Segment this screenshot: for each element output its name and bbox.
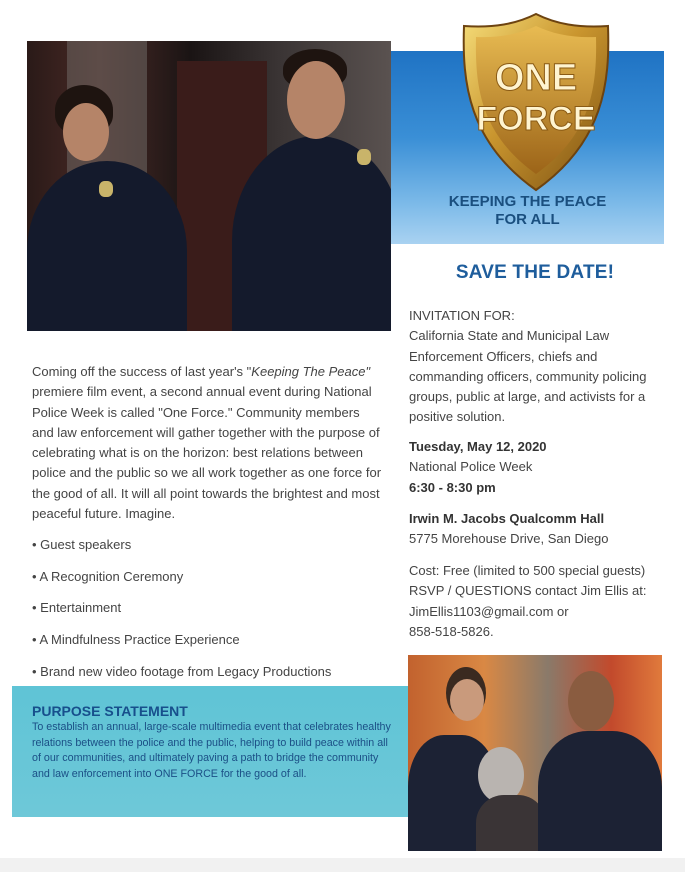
intro-film-title: Keeping The Peace" — [251, 364, 371, 379]
rsvp-line: RSVP / QUESTIONS contact Jim Ellis at: — [409, 583, 647, 599]
event-date: Tuesday, May 12, 2020 — [409, 439, 547, 454]
venue-address: 5775 Morehouse Drive, San Diego — [409, 531, 609, 547]
invitation-block — [409, 306, 669, 428]
venue-name: Irwin M. Jacobs Qualcomm Hall — [409, 511, 605, 526]
intro-text-rest: premiere film event, a second annual event during National Police Week is called "One Force." Community members and law enforcement will gather together with the purpose of celebrating what is on the horizon: best relations between police and the public so we all work together as one force for the good of all. It will all point towards the brightest and most peaceful future. Imagine. — [32, 384, 382, 522]
event-week: National Police Week — [409, 459, 533, 475]
intro-text-start: Coming off the success of last year's " — [32, 364, 252, 379]
save-the-date-heading: SAVE THE DATE! — [455, 262, 615, 283]
purpose-text: To establish an annual, large-scale multimedia event that celebrates healthy relations between the police and the public, helping to build peace within all of our communities, and ultimately paving a path to bridge the community and law enforcement into ONE FORCE for the good of all. — [32, 721, 391, 780]
purpose-statement-box — [12, 686, 408, 817]
invitation-line: positive solution. — [409, 409, 506, 425]
invitation-line: groups, public at large, and activists for a — [409, 389, 646, 405]
one-force-badge-logo — [460, 12, 612, 192]
invitation-line: California State and Municipal Law — [409, 328, 610, 344]
invitation-line: INVITATION FOR: — [409, 308, 515, 323]
event-date-block — [409, 437, 669, 498]
event-time: 6:30 - 8:30 pm — [409, 479, 496, 495]
email-link[interactable]: JimEllis1103@gmail.com or — [409, 603, 569, 619]
intro-paragraph — [32, 362, 382, 524]
list-item: • A Mindfulness Practice Experience — [32, 630, 392, 662]
contact-block — [409, 561, 669, 642]
tagline-line-2: FOR ALL — [495, 211, 560, 228]
phone-link[interactable]: 858-518-5826. — [409, 623, 494, 639]
invitation-line: commanding officers, community policing — [409, 368, 647, 384]
venue-block — [409, 509, 669, 550]
photo-officers-bottom — [408, 655, 662, 851]
footer-strip — [0, 858, 685, 872]
list-item: • Entertainment — [32, 598, 392, 630]
logo-text-force: FORCE — [476, 100, 596, 138]
list-item: • Brand new video footage from Legacy Productions — [32, 662, 392, 694]
feature-list — [32, 535, 392, 693]
list-item: • Guest speakers — [32, 535, 392, 567]
invitation-line: Enforcement Officers, chiefs and — [409, 348, 598, 364]
tagline — [391, 193, 664, 229]
photo-officers-top — [27, 41, 391, 331]
cost-line: Cost: Free (limited to 500 special guests) — [409, 563, 646, 578]
purpose-title: PURPOSE STATEMENT — [32, 703, 188, 719]
tagline-line-1: KEEPING THE PEACE — [448, 193, 607, 210]
list-item: • A Recognition Ceremony — [32, 567, 392, 599]
logo-text-one: ONE — [494, 57, 578, 99]
